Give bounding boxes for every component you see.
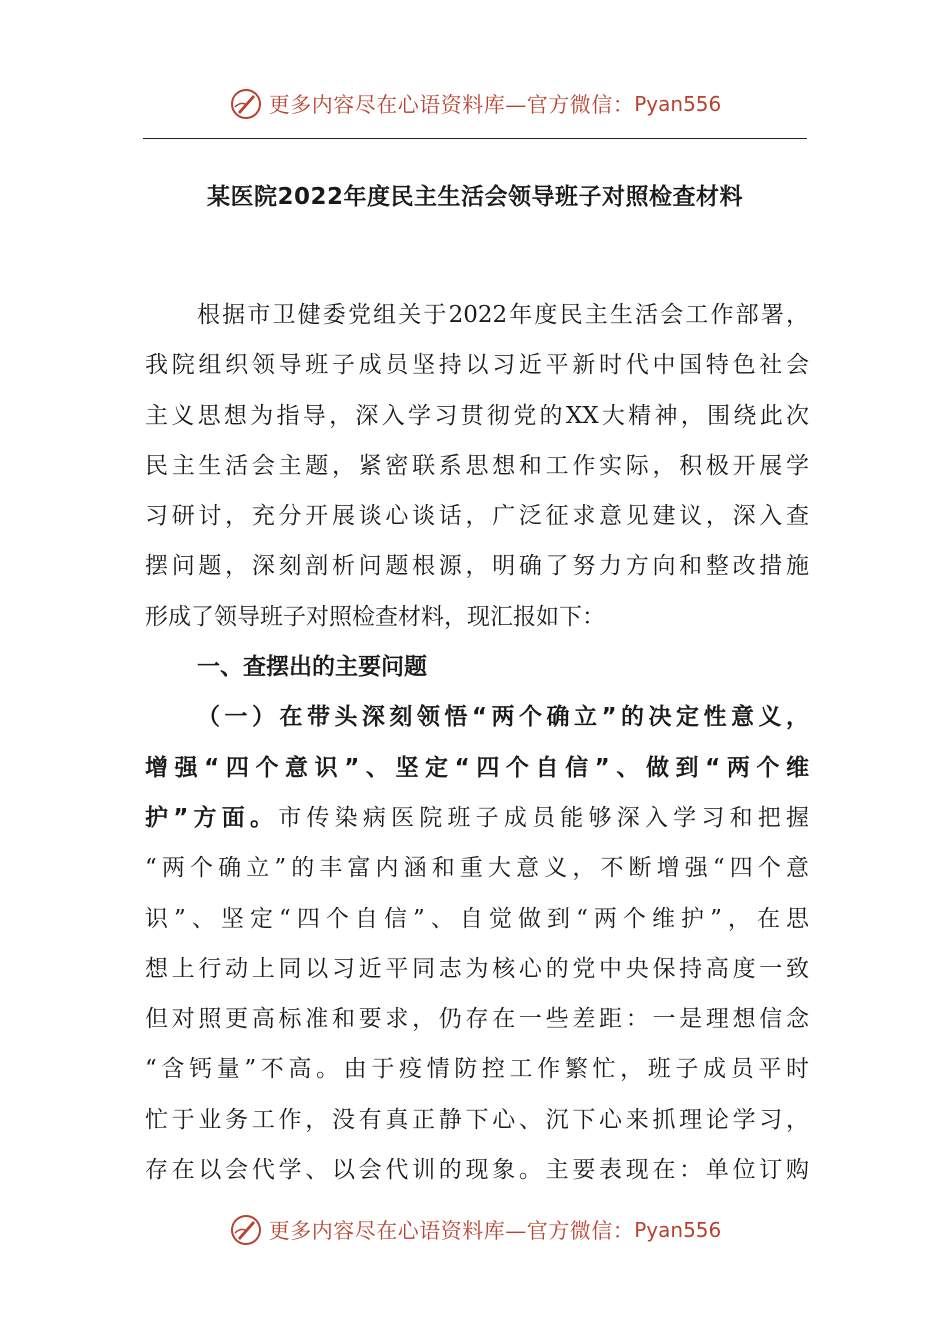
header-watermark	[0, 82, 950, 126]
intro-line: 我院组织领导班子成员坚持以习近平新时代中国特色社会	[145, 352, 809, 379]
body-text: 市传染病医院班子成员能够深入学习和把握	[278, 804, 810, 831]
document-title: 某医院2022年度民主生活会领导班子对照检查材料	[206, 184, 743, 210]
footer-watermark	[0, 1208, 950, 1252]
section-heading: 一、查摆出的主要问题	[197, 654, 427, 681]
body-line: 但对照更高标准和要求，仍存在一些差距：一是理想信念	[145, 1006, 809, 1033]
body-line: 想上行动上同以习近平同志为核心的党中央保持高度一致	[145, 955, 809, 982]
body-line: 存在以会代学、以会代训的现象。主要表现在：单位订购	[145, 1157, 809, 1184]
header-divider	[143, 138, 807, 139]
quill-logo-icon	[229, 87, 263, 121]
subsection-heading: （一）在带头深刻领悟“两个确立”的决定性意义，	[197, 704, 809, 731]
watermark-text: 更多内容尽在心语资料库—官方微信：	[268, 93, 635, 117]
intro-line: 习研讨，充分开展谈心谈话，广泛征求意见建议，深入查	[145, 503, 809, 530]
body-line: 识”、坚定“四个自信”、自觉做到“两个维护”，在思	[145, 905, 809, 932]
intro-line: 摆问题，深刻剖析问题根源，明确了努力方向和整改措施	[145, 553, 809, 580]
intro-line: 主义思想为指导，深入学习贯彻党的XX大精神，围绕此次	[145, 402, 809, 429]
body-line: 忙于业务工作，没有真正静下心、沉下心来抓理论学习，	[145, 1106, 809, 1133]
subsection-heading: 增强“四个意识”、坚定“四个自信”、做到“两个维	[145, 754, 809, 781]
body-line	[145, 793, 809, 843]
intro-line: 形成了领导班子对照检查材料，现汇报如下：	[145, 603, 605, 630]
body-line: “两个确立”的丰富内涵和重大意义，不断增强“四个意	[145, 855, 809, 882]
document-body	[145, 290, 809, 1195]
watermark-wechat-id: Pyan556	[634, 1218, 722, 1242]
intro-line: 根据市卫健委党组关于2022年度民主生活会工作部署，	[197, 302, 809, 328]
watermark-text: 更多内容尽在心语资料库—官方微信：	[268, 1219, 635, 1243]
quill-logo-icon	[229, 1213, 263, 1247]
watermark-wechat-id: Pyan556	[634, 92, 722, 116]
body-line: “含钙量”不高。由于疫情防控工作繁忙，班子成员平时	[145, 1056, 809, 1083]
subsection-heading-end: 护”方面。	[145, 804, 279, 831]
intro-line: 民主生活会主题，紧密联系思想和工作实际，积极开展学	[145, 452, 809, 479]
